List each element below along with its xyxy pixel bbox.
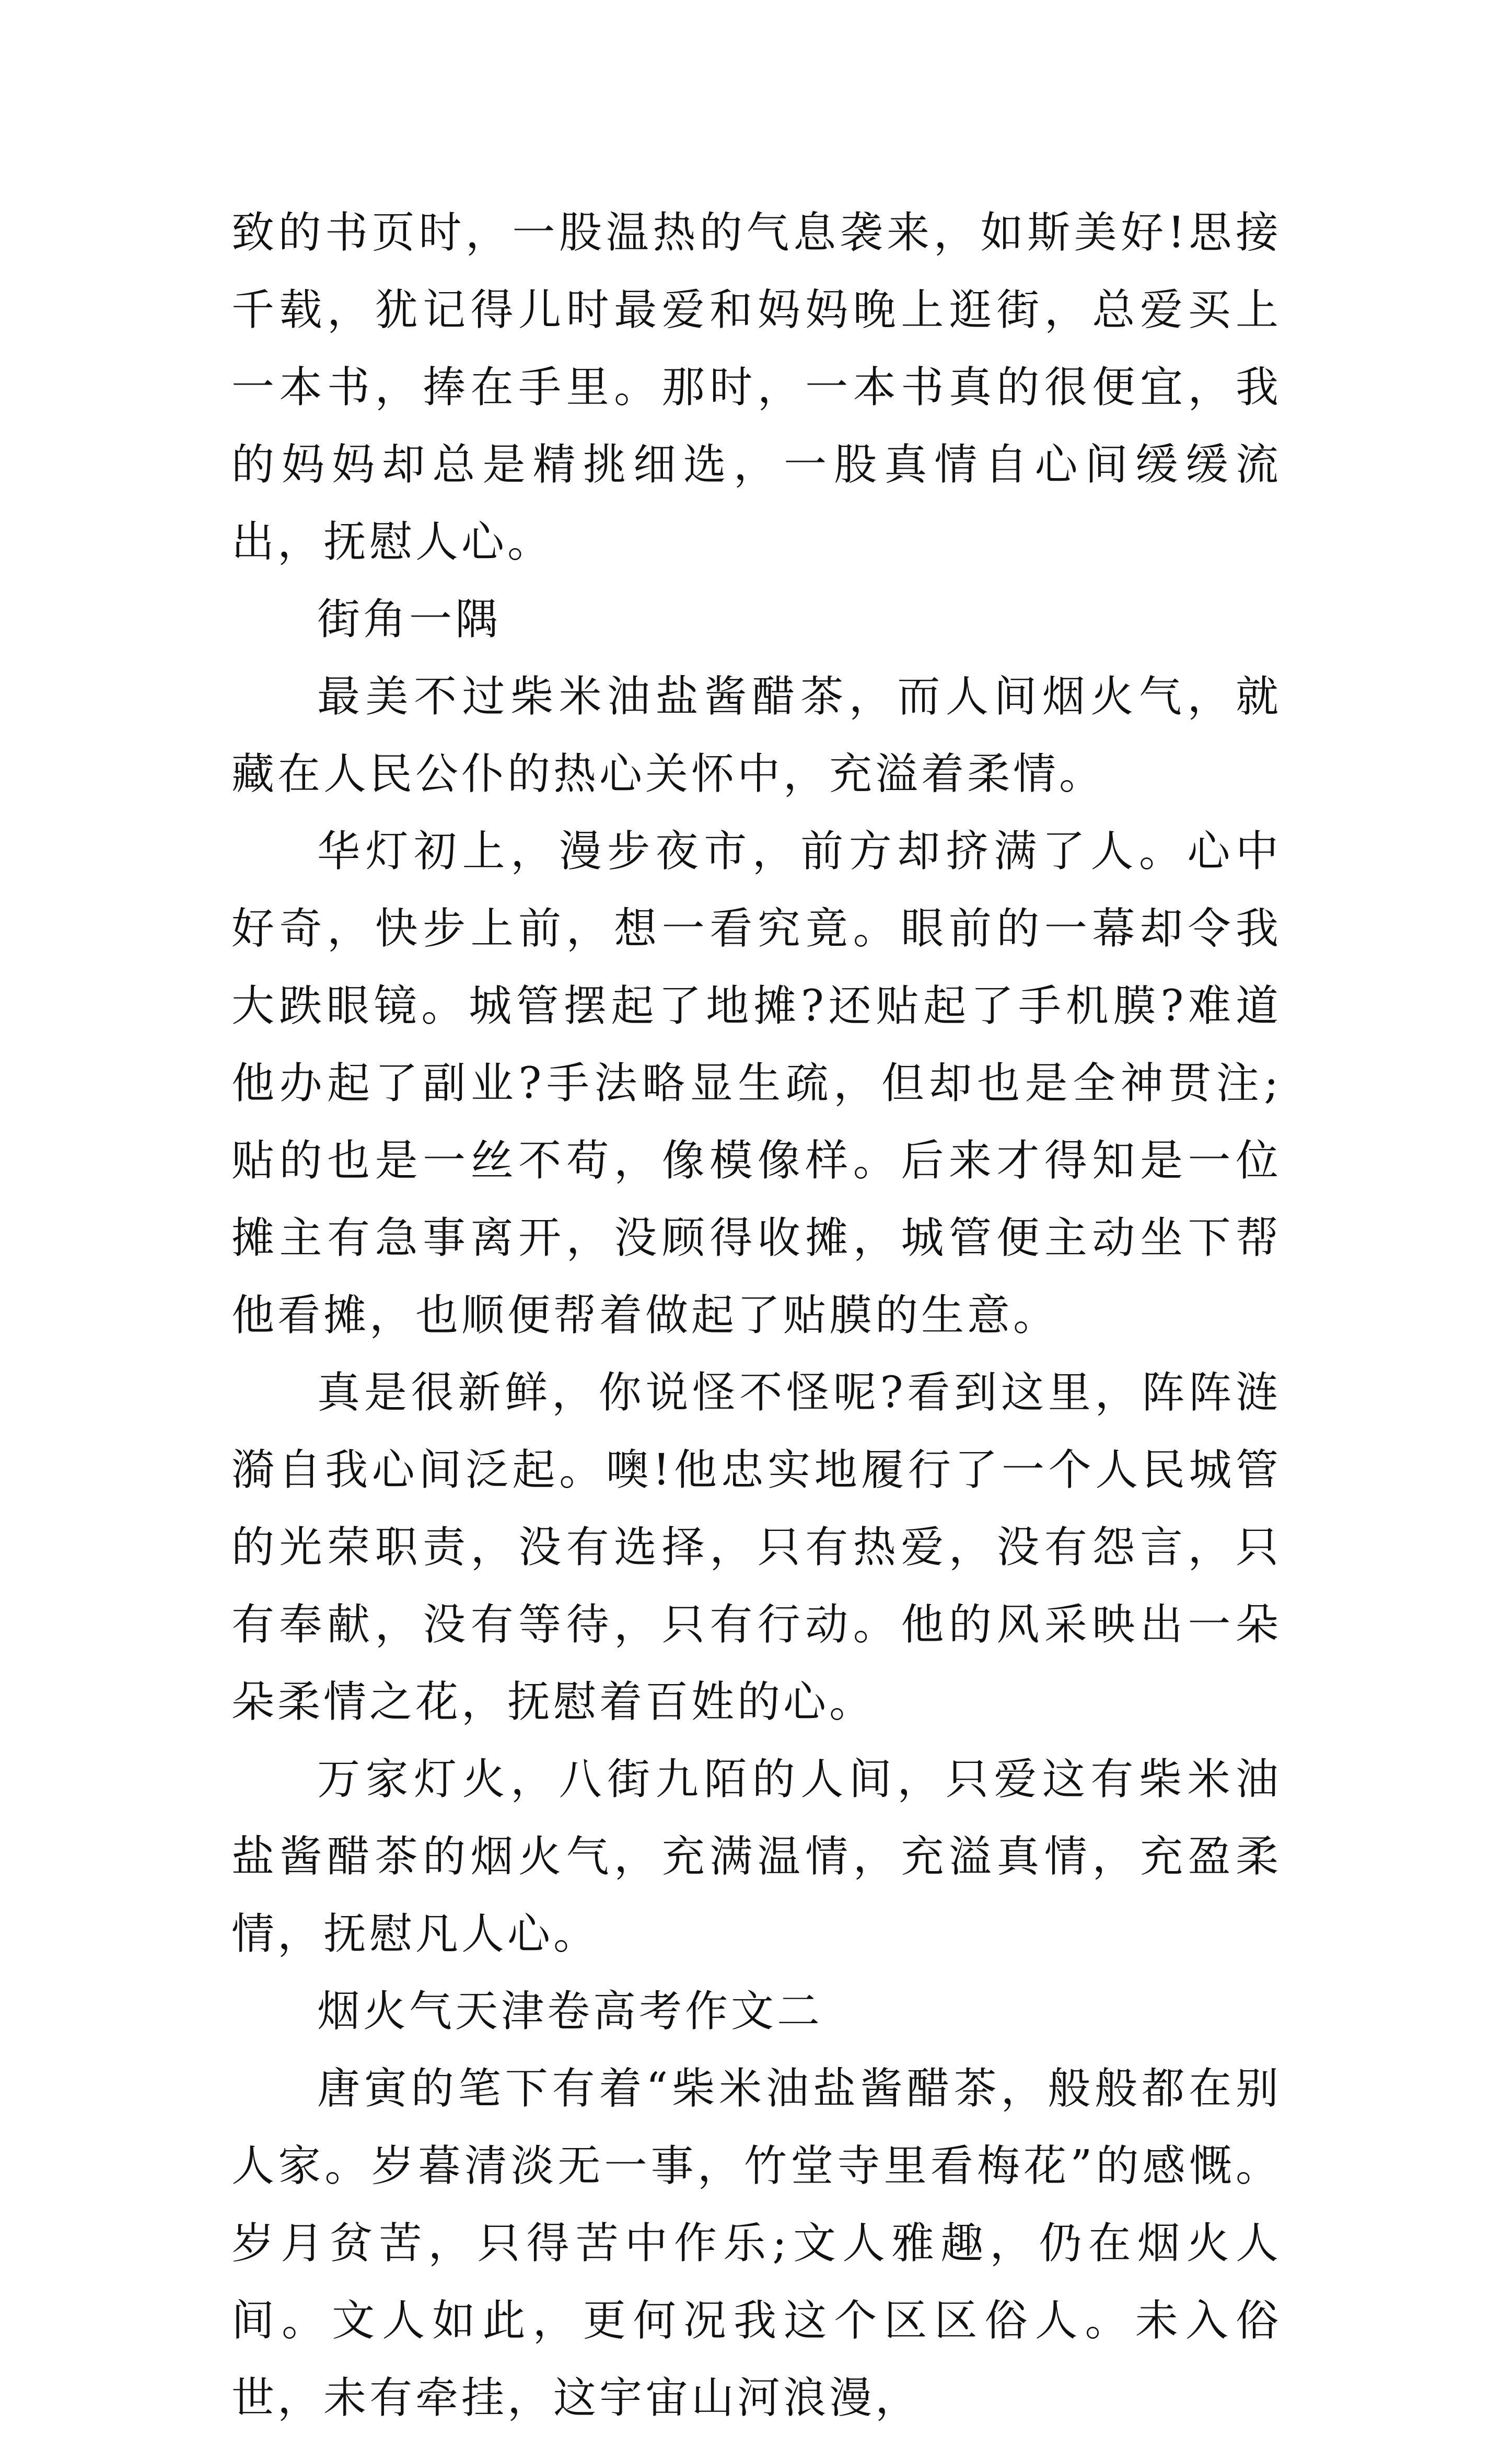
paragraph: 最美不过柴米油盐酱醋茶，而人间烟火气，就藏在人民公仆的热心关怀中，充溢着柔情。 [231,672,1282,799]
paragraph-continuation: 致的书页时，一股温热的气息袭来，如斯美好!思接千载，犹记得儿时最爱和妈妈晚上逛街，总爱买上一本书，捧在手里。那时，一本书真的很便宜，我的妈妈却总是精挑细选，一股真情自心间缓缓流出，抚慰人心。 [231,208,1282,567]
section-heading-street-corner: 街角一隅 [317,595,502,644]
paragraph: 唐寅的笔下有着“柴米油盐酱醋茶，般般都在别人家。岁暮清淡无一事，竹堂寺里看梅花”的感慨。岁月贫苦，只得苦中作乐;文人雅趣，仍在烟火人间。文人如此，更何况我这个区区俗人。未入俗世，未有牵挂，这宇宙山河浪漫， [231,2064,1282,2423]
paragraph: 华灯初上，漫步夜市，前方却挤满了人。心中好奇，快步上前，想一看究竟。眼前的一幕却令我大跌眼镜。城管摆起了地摊?还贴起了手机膜?难道他办起了副业?手法略显生疏，但却也是全神贯注;贴的也是一丝不苟，像模像样。后来才得知是一位摊主有急事离开，没顾得收摊，城管便主动坐下帮他看摊，也顺便帮着做起了贴膜的生意。 [231,827,1282,1340]
paragraph: 万家灯火，八街九陌的人间，只爱这有柴米油盐酱醋茶的烟火气，充满温情，充溢真情，充盈柔情，抚慰凡人心。 [231,1755,1282,1959]
paragraph: 真是很新鲜，你说怪不怪呢?看到这里，阵阵涟漪自我心间泛起。噢!他忠实地履行了一个人民城管的光荣职责，没有选择，只有热爱，没有怨言，只有奉献，没有等待，只有行动。他的风采映出一朵朵柔情之花，抚慰着百姓的心。 [231,1368,1282,1727]
section-heading-essay-two: 烟火气天津卷高考作文二 [317,1987,823,2036]
document-body [231,194,1282,2437]
